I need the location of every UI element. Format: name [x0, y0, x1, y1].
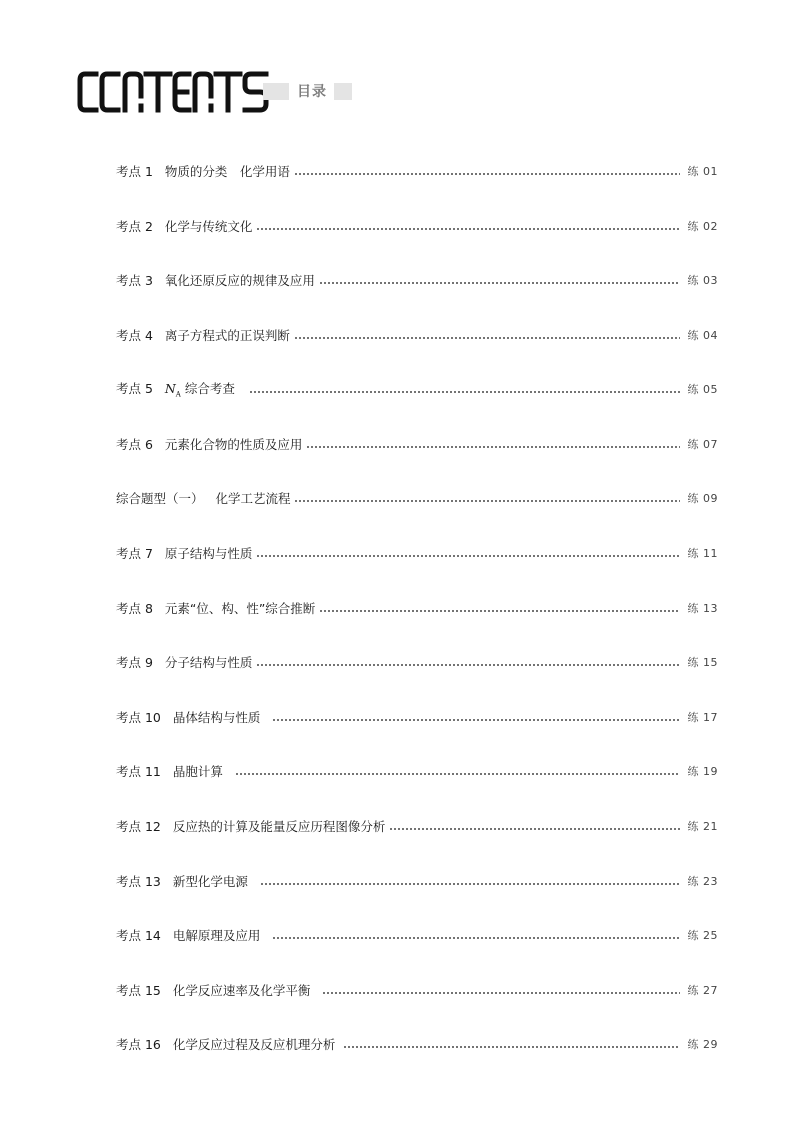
leader-dots [306, 438, 679, 450]
page-header [77, 66, 377, 116]
toc-page-ref: 练 03 [687, 274, 718, 287]
toc-entry-label: 考点 8 元素“位、构、性”综合推断 [116, 601, 316, 616]
toc-entry[interactable] [116, 650, 718, 674]
toc-page-ref: 练 27 [687, 984, 718, 997]
leader-dots [256, 656, 679, 668]
contents-logo [77, 66, 269, 116]
leader-dots [343, 1038, 679, 1050]
toc-page-ref: 练 02 [687, 220, 718, 233]
toc-entry-label: 考点 11 晶胞计算 [116, 764, 223, 779]
leader-dots [322, 984, 679, 996]
leader-dots [249, 383, 680, 395]
toc-entry-label: 考点 3 氧化还原反应的规律及应用 [116, 273, 315, 288]
leader-dots [319, 602, 679, 614]
header-label: 目录 [297, 84, 327, 100]
toc-entry[interactable] [116, 486, 718, 510]
leader-dots [260, 875, 680, 887]
toc-page-ref: 练 21 [687, 820, 718, 833]
header-bar-right [334, 83, 352, 100]
leader-dots [256, 220, 679, 232]
toc-entry[interactable] [116, 323, 718, 347]
toc-page-ref: 练 11 [687, 547, 718, 560]
toc-page-ref: 练 19 [687, 765, 718, 778]
toc-entry-label: 考点 14 电解原理及应用 [116, 928, 261, 943]
toc-entry-label: 考点 6 元素化合物的性质及应用 [116, 437, 303, 452]
toc-page-ref: 练 09 [687, 492, 718, 505]
toc-page-ref: 练 13 [687, 602, 718, 615]
na-symbol: $N_A$ [164, 381, 181, 399]
toc-page-ref: 练 04 [687, 329, 718, 342]
toc-entry[interactable] [116, 869, 718, 893]
toc-page-ref: 练 29 [687, 1038, 718, 1051]
toc-entry[interactable] [116, 268, 718, 292]
leader-dots [294, 329, 680, 341]
toc-page-ref: 练 01 [687, 165, 718, 178]
toc-page-ref: 练 25 [687, 929, 718, 942]
toc-entry-label: 考点 12 反应热的计算及能量反应历程图像分析 [116, 819, 386, 834]
toc-entry[interactable] [116, 432, 718, 456]
toc-entry[interactable] [116, 159, 718, 183]
toc-entry[interactable] [116, 814, 718, 838]
toc-entry-label: 考点 16 化学反应过程及反应机理分析 [116, 1037, 336, 1052]
toc-entry-label: 考点 2 化学与传统文化 [116, 219, 253, 234]
toc-page-ref: 练 15 [687, 656, 718, 669]
toc-page-ref: 练 23 [687, 875, 718, 888]
leader-dots [389, 820, 679, 832]
toc-entry-label: 考点 10 晶体结构与性质 [116, 710, 261, 725]
header-bar-left [263, 83, 289, 100]
toc-entry[interactable] [116, 705, 718, 729]
toc-entry[interactable] [116, 1032, 718, 1056]
leader-dots [294, 165, 680, 177]
toc-entry[interactable] [116, 596, 718, 620]
toc-entry[interactable] [116, 759, 718, 783]
toc-entry-label: 考点 4 离子方程式的正误判断 [116, 328, 290, 343]
toc-entry-label: 综合题型（一） 化学工艺流程 [116, 491, 291, 506]
toc-entry[interactable] [116, 377, 718, 401]
leader-dots [272, 711, 679, 723]
toc-entry[interactable] [116, 214, 718, 238]
toc-entry[interactable] [116, 978, 718, 1002]
leader-dots [235, 765, 680, 777]
toc-entry-label: 考点 9 分子结构与性质 [116, 655, 253, 670]
toc-entry-label: 考点 5 $N_A$ 综合考查 [116, 381, 235, 399]
toc-entry[interactable] [116, 541, 718, 565]
toc-entry-label: 考点 7 原子结构与性质 [116, 546, 253, 561]
toc-page-ref: 练 07 [687, 438, 718, 451]
toc-entry[interactable] [116, 923, 718, 947]
toc-entry-label: 考点 1 物质的分类 化学用语 [116, 164, 290, 179]
leader-dots [256, 547, 679, 559]
toc-page-ref: 练 17 [687, 711, 718, 724]
leader-dots [272, 929, 679, 941]
leader-dots [294, 492, 679, 504]
toc-page-ref: 练 05 [687, 383, 718, 396]
toc-entry-label: 考点 13 新型化学电源 [116, 874, 248, 889]
leader-dots [319, 274, 680, 286]
toc-entry-label: 考点 15 化学反应速率及化学平衡 [116, 983, 311, 998]
